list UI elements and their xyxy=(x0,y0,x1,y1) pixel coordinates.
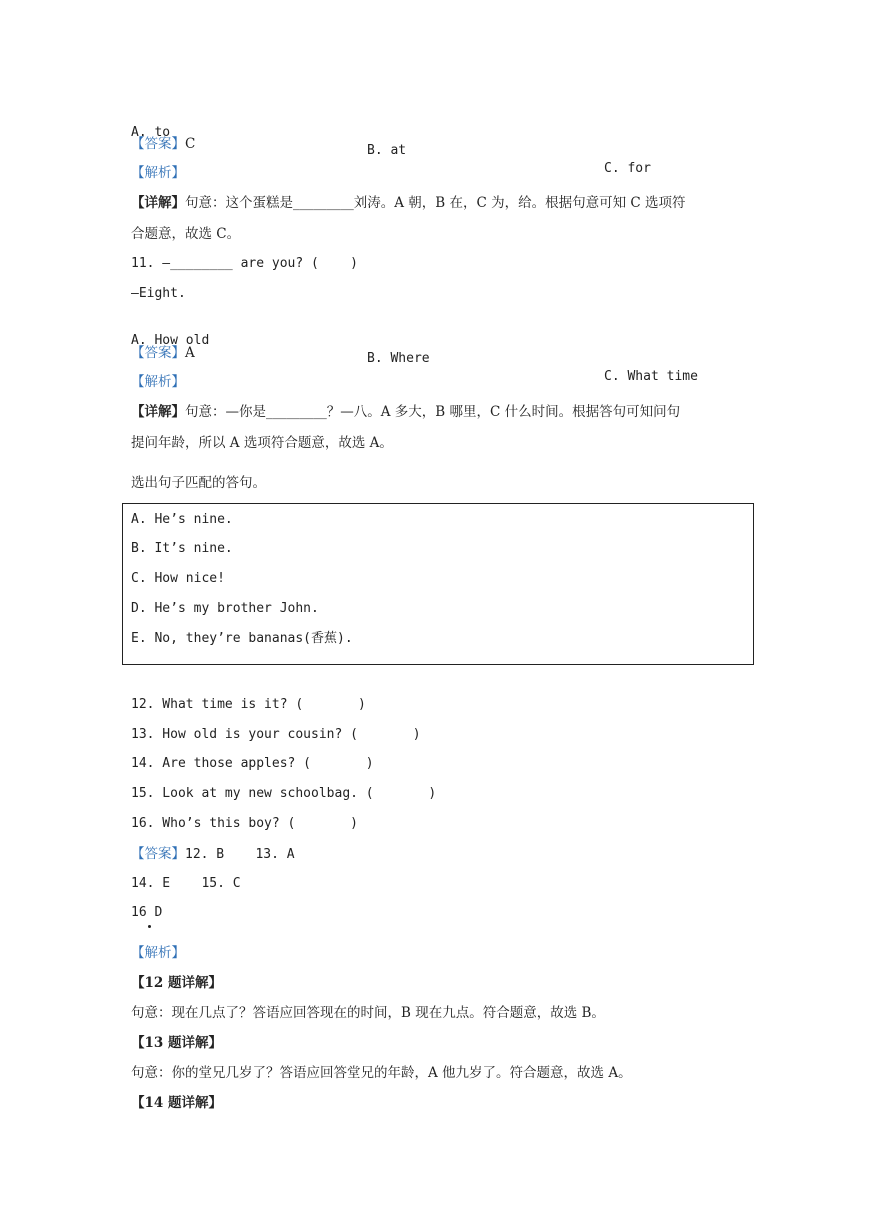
q10-analysis-tag: 【解析】 xyxy=(131,165,185,181)
q10-detail-line2: 合题意，故选 C。 xyxy=(131,226,241,242)
box-option-e: E. No, they’re bananas(香蕉). xyxy=(131,631,353,646)
matching-answer-line2: 14. E 15. C xyxy=(131,876,241,891)
matching-answer-line3: 16 D xyxy=(131,905,163,920)
answer-tag: 【答案】 xyxy=(131,136,185,152)
q10-option-c: C. for xyxy=(604,161,651,176)
answer-tag: 【答案】 xyxy=(131,846,185,862)
question-15: 15. Look at my new schoolbag. ( ) xyxy=(131,786,437,801)
detail-12-text: 句意：现在几点了？答语应回答现在的时间，B 现在九点。符合题意，故选 B。 xyxy=(131,1005,605,1021)
matching-answer-line1 xyxy=(131,845,295,864)
question-16: 16. Who’s this boy? ( ) xyxy=(131,816,358,831)
answer-value: A xyxy=(185,345,195,361)
detail-text: 句意：这个蛋糕是_________刘涛。A 朝，B 在，C 为，给。根据句意可知 C 选项符 xyxy=(185,195,686,211)
box-option-a: A. He’s nine. xyxy=(131,512,233,527)
detail-12-tag: 【12 题详解】 xyxy=(131,975,222,991)
detail-tag: 【详解】 xyxy=(131,404,185,420)
detail-13-text: 句意：你的堂兄几岁了？答语应回答堂兄的年龄，A 他九岁了。符合题意，故选 A。 xyxy=(131,1065,632,1081)
box-option-d: D. He’s my brother John. xyxy=(131,601,319,616)
question-13: 13. How old is your cousin? ( ) xyxy=(131,727,421,742)
answer-tag: 【答案】 xyxy=(131,345,185,361)
q11-option-b: B. Where xyxy=(367,351,430,366)
box-option-b: B. It’s nine. xyxy=(131,541,233,556)
q11-option-a: A. How old xyxy=(131,333,210,348)
q10-detail-line1 xyxy=(131,194,686,212)
answer-value: C xyxy=(185,136,196,152)
q10-option-a: A. to xyxy=(131,125,171,140)
q11-option-c: C. What time xyxy=(604,369,698,384)
detail-tag: 【详解】 xyxy=(131,195,185,211)
q11-reply: —Eight. xyxy=(131,286,186,301)
question-12: 12. What time is it? ( ) xyxy=(131,697,366,712)
answer-values: 12. B 13. A xyxy=(185,847,295,862)
q11-detail-line1 xyxy=(131,403,680,421)
matching-instruction: 选出句子匹配的答句。 xyxy=(131,475,266,491)
question-14: 14. Are those apples? ( ) xyxy=(131,756,374,771)
q10-answer xyxy=(131,135,195,153)
box-option-c: C. How nice! xyxy=(131,571,225,586)
q11-answer xyxy=(131,344,195,362)
q11-stem: 11. —________ are you? ( ) xyxy=(131,256,358,271)
matching-analysis-tag: 【解析】 xyxy=(131,945,185,961)
detail-13-tag: 【13 题详解】 xyxy=(131,1035,222,1051)
detail-text: 句意：—你是_________？—八。A 多大，B 哪里，C 什么时间。根据答句可知问句 xyxy=(185,404,681,420)
stray-dot xyxy=(148,925,151,928)
detail-14-tag: 【14 题详解】 xyxy=(131,1095,222,1111)
q11-analysis-tag: 【解析】 xyxy=(131,374,185,390)
q10-option-b: B. at xyxy=(367,143,407,158)
q11-detail-line2: 提问年龄，所以 A 选项符合题意，故选 A。 xyxy=(131,435,393,451)
